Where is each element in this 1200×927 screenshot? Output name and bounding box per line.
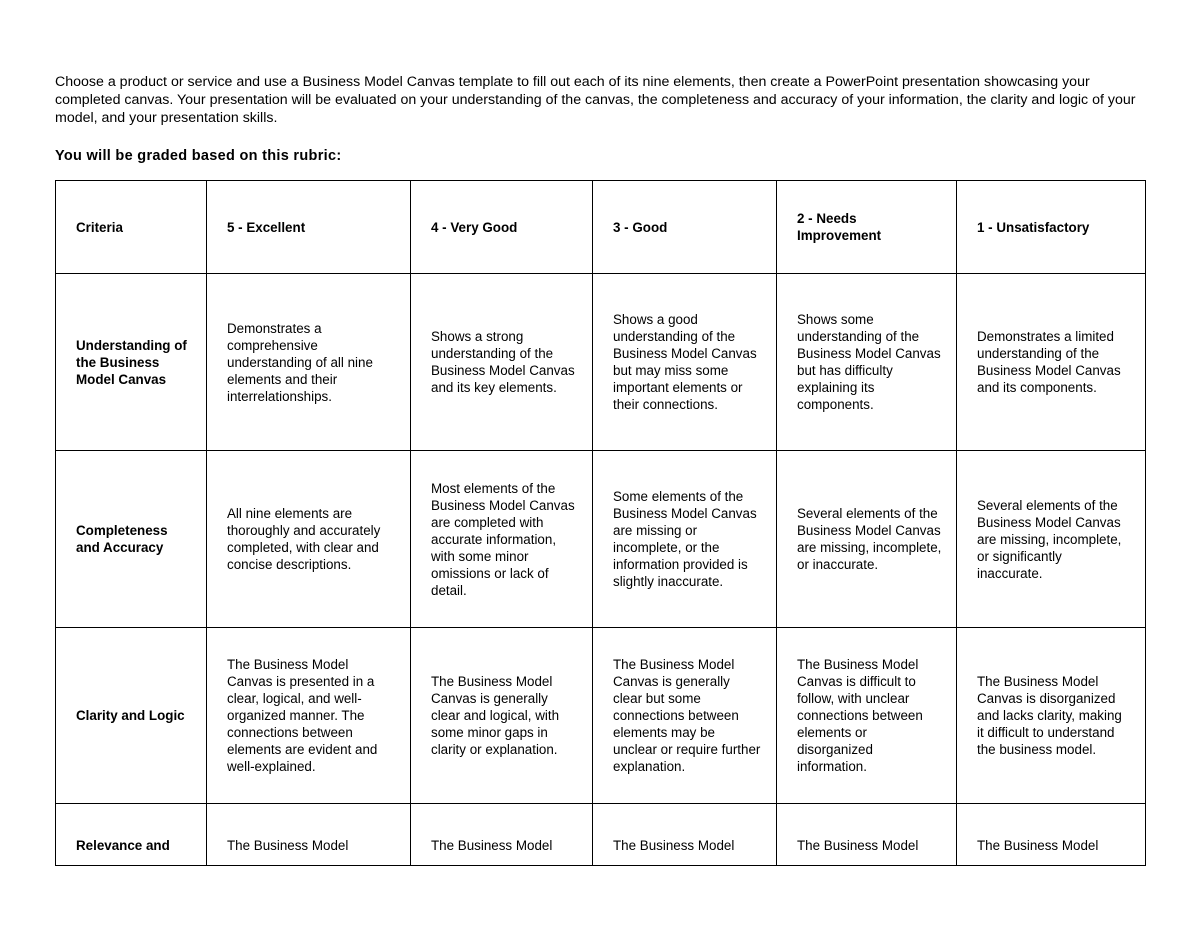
rating-cell: Several elements of the Business Model Canvas are missing, incomplete, or significantly inaccurate. bbox=[957, 451, 1146, 628]
header-unsatisfactory: 1 - Unsatisfactory bbox=[957, 181, 1146, 274]
header-needs-improvement: 2 - Needs Improvement bbox=[777, 181, 957, 274]
table-row bbox=[56, 804, 1146, 866]
header-excellent: 5 - Excellent bbox=[207, 181, 411, 274]
rating-cell: Some elements of the Business Model Canvas are missing or incomplete, or the information provided is slightly inaccurate. bbox=[593, 451, 777, 628]
rating-cell: The Business Model Canvas is presented in a clear, logical, and well-organized manner. The connections between elements are evident and well-explained. bbox=[207, 628, 411, 804]
rating-cell: The Business Model Canvas is difficult to follow, with unclear connections between elements or disorganized information. bbox=[777, 628, 957, 804]
rating-cell: Shows a good understanding of the Business Model Canvas but may miss some important elements or their connections. bbox=[593, 274, 777, 451]
rating-cell: Shows some understanding of the Business Model Canvas but has difficulty explaining its components. bbox=[777, 274, 957, 451]
header-good: 3 - Good bbox=[593, 181, 777, 274]
table-row bbox=[56, 274, 1146, 451]
rating-cell: The Business Model bbox=[411, 804, 593, 866]
rubric-heading: You will be graded based on this rubric: bbox=[55, 148, 342, 164]
rating-cell: The Business Model Canvas is generally clear but some connections between elements may be unclear or require further explanation. bbox=[593, 628, 777, 804]
rating-cell: The Business Model bbox=[593, 804, 777, 866]
criteria-cell: Understanding of the Business Model Canvas bbox=[56, 274, 207, 451]
rating-cell: Demonstrates a limited understanding of the Business Model Canvas and its components. bbox=[957, 274, 1146, 451]
criteria-cell: Clarity and Logic bbox=[56, 628, 207, 804]
assignment-instructions: Choose a product or service and use a Business Model Canvas template to fill out each of its nine elements, then create a PowerPoint presentation showcasing your completed canvas. Your presentation will be evaluated on your understanding of the canvas, the completeness and accuracy of your information, the clarity and logic of your model, and your presentation skills. bbox=[55, 74, 1136, 126]
criteria-cell: Completeness and Accuracy bbox=[56, 451, 207, 628]
rating-cell: Demonstrates a comprehensive understanding of all nine elements and their interrelationships. bbox=[207, 274, 411, 451]
table-row bbox=[56, 451, 1146, 628]
rating-cell: The Business Model bbox=[207, 804, 411, 866]
rating-cell: The Business Model Canvas is generally clear and logical, with some minor gaps in clarity or explanation. bbox=[411, 628, 593, 804]
rating-cell: Shows a strong understanding of the Business Model Canvas and its key elements. bbox=[411, 274, 593, 451]
rubric-table bbox=[55, 180, 1146, 866]
criteria-cell: Relevance and bbox=[56, 804, 207, 866]
rating-cell: The Business Model bbox=[777, 804, 957, 866]
rating-cell: The Business Model bbox=[957, 804, 1146, 866]
rating-cell: The Business Model Canvas is disorganized and lacks clarity, making it difficult to understand the business model. bbox=[957, 628, 1146, 804]
table-row bbox=[56, 628, 1146, 804]
rating-cell: All nine elements are thoroughly and accurately completed, with clear and concise descriptions. bbox=[207, 451, 411, 628]
header-criteria: Criteria bbox=[56, 181, 207, 274]
rating-cell: Several elements of the Business Model Canvas are missing, incomplete, or inaccurate. bbox=[777, 451, 957, 628]
rating-cell: Most elements of the Business Model Canvas are completed with accurate information, with some minor omissions or lack of detail. bbox=[411, 451, 593, 628]
table-header-row bbox=[56, 181, 1146, 274]
header-very-good: 4 - Very Good bbox=[411, 181, 593, 274]
